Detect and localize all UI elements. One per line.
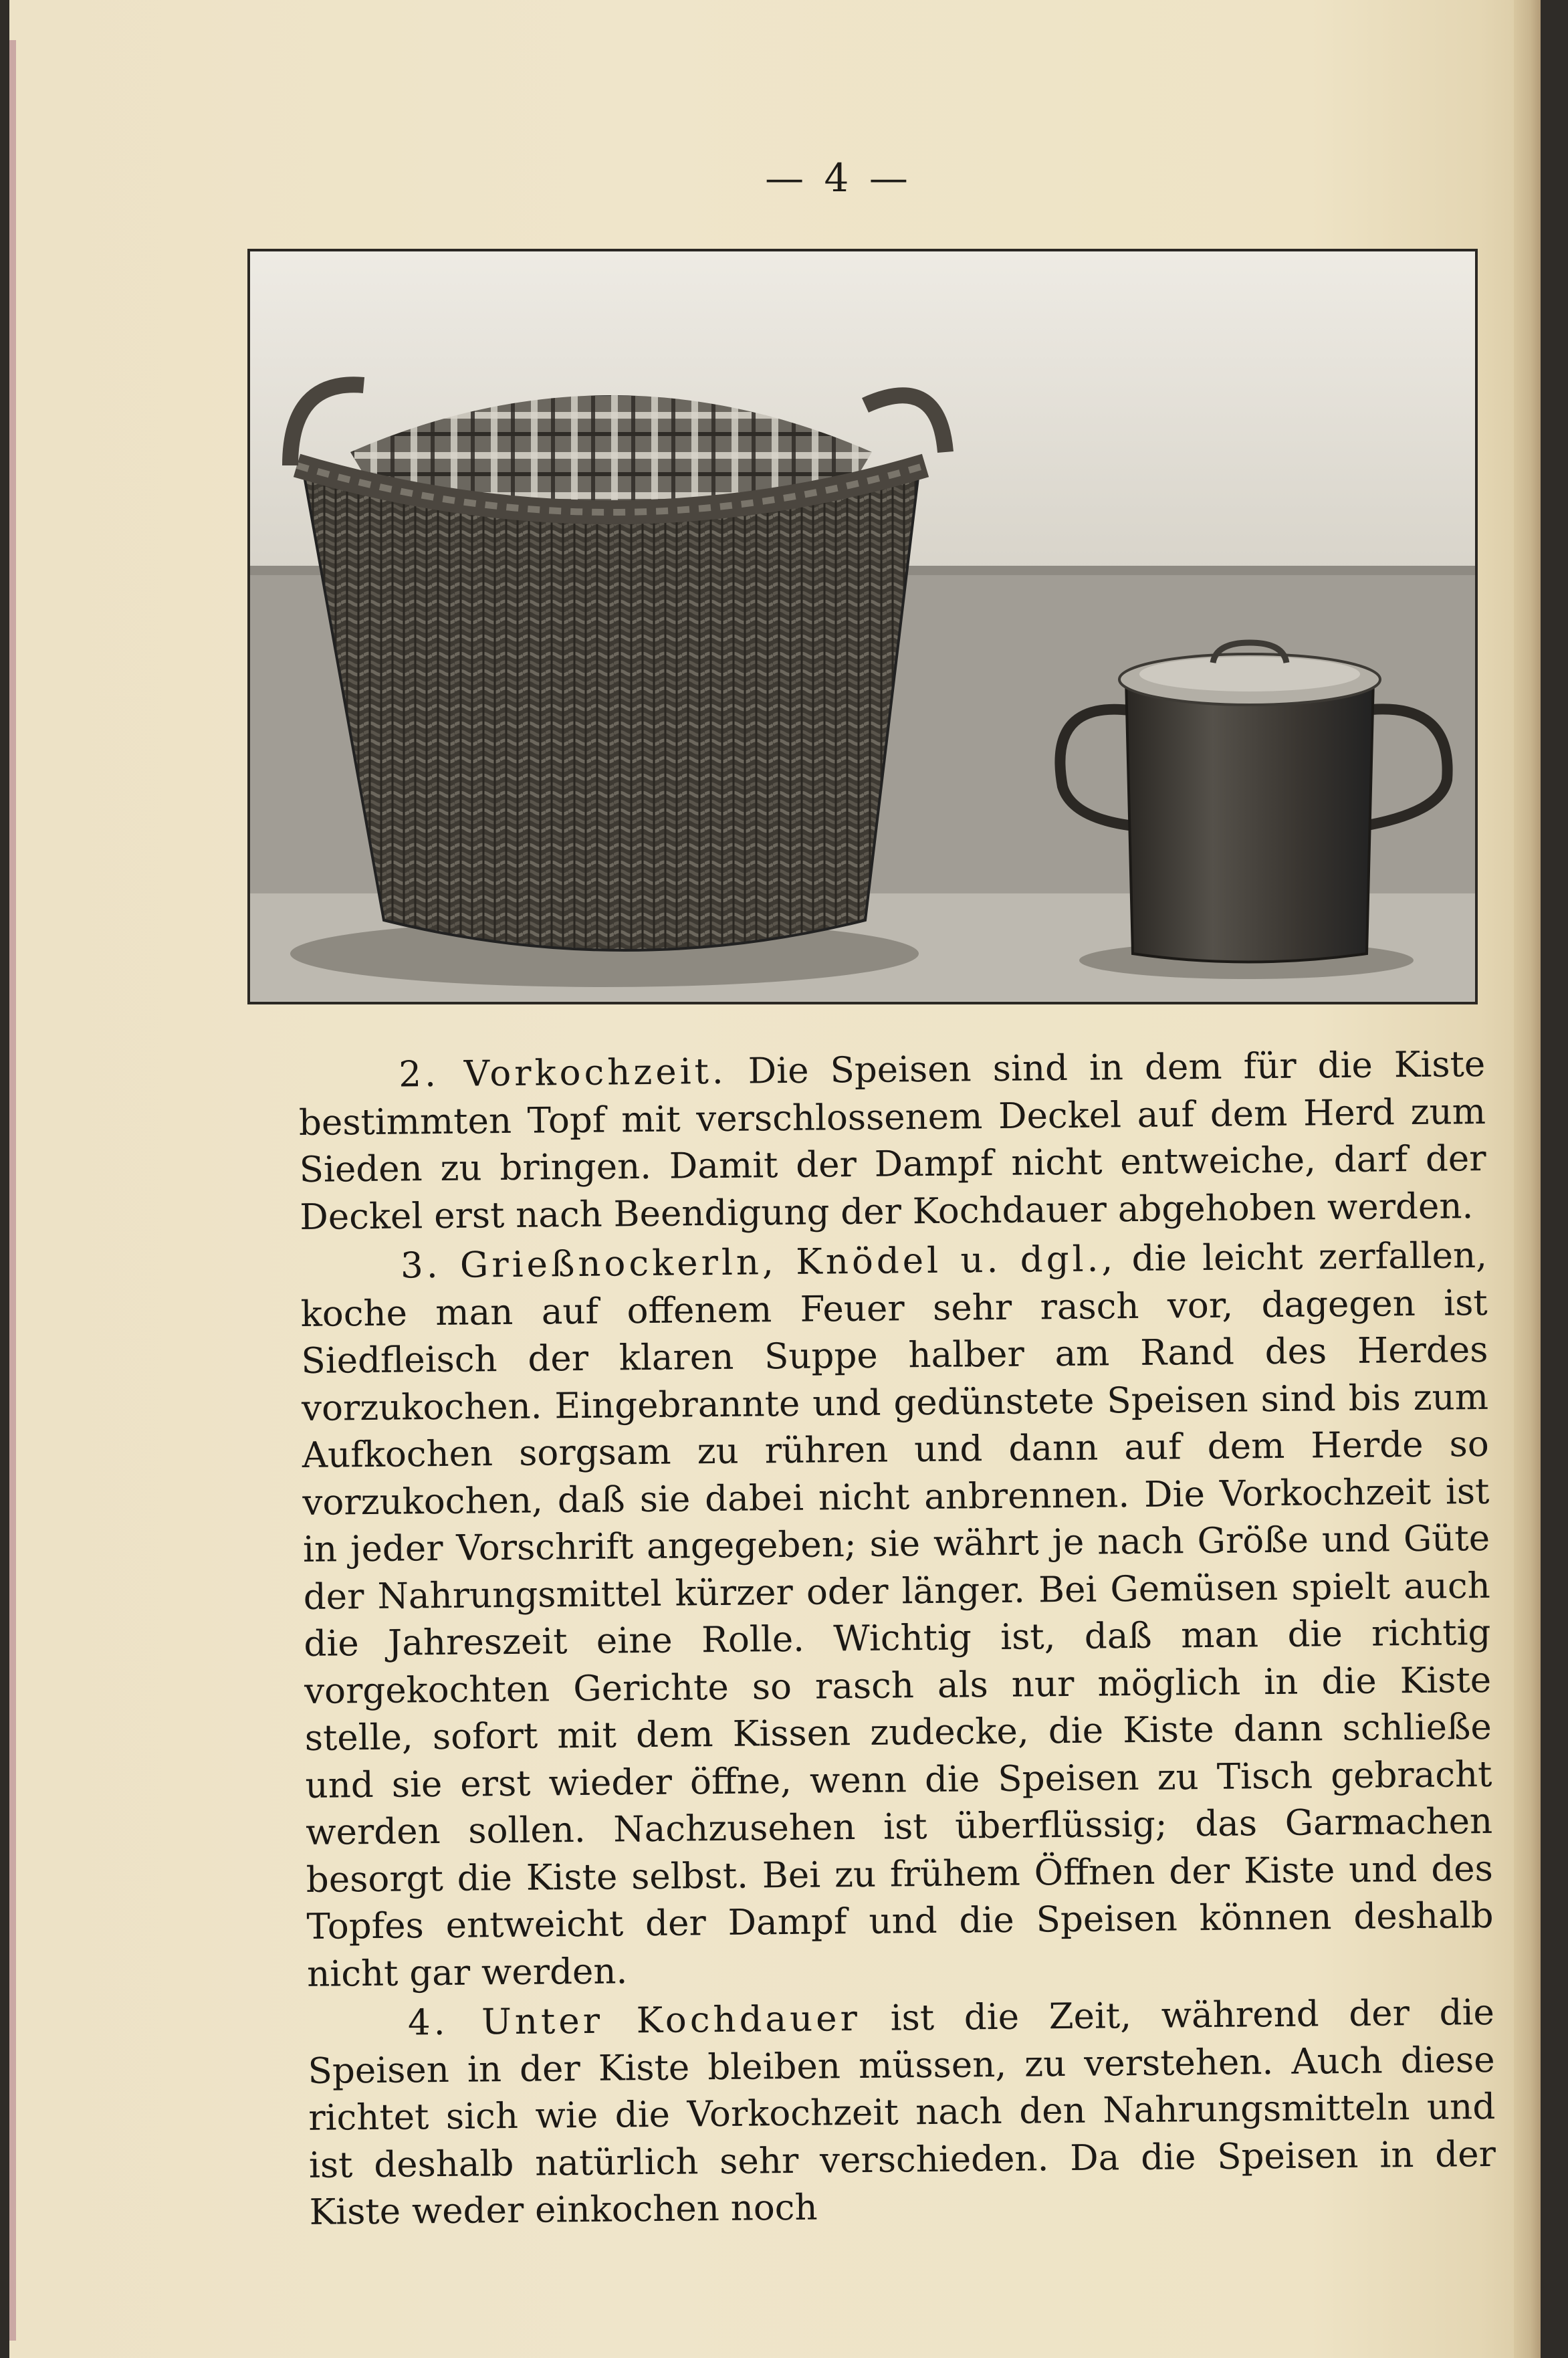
book-spine	[1514, 0, 1541, 2358]
page-number: — 4 —	[765, 155, 912, 201]
section-griessnockerln	[300, 1232, 1494, 1998]
section-heading: 4. Unter Kochdauer	[407, 1998, 861, 2044]
section-body: Die Speisen sind in dem für die Kiste bestimmten Topf mit verschlossenem Deckel auf dem Herd zum Sieden zu bringen. Damit der Dampf nicht entweiche, darf der Deckel erst nach Beendigung der Kochdauer abgehoben werden.	[298, 1043, 1486, 1238]
section-heading: 2. Vorkochzeit.	[399, 1051, 727, 1095]
body-text	[298, 1041, 1496, 2236]
book-page	[9, 0, 1541, 2358]
page-left-edge	[9, 40, 16, 2341]
section-body: die leicht zerfallen, koche man auf offenem Feuer sehr rasch vor, dagegen ist Siedfleisch der klaren Suppe halber am Rand des Herdes vorzukochen. Eingebrannte und gedünstete Speisen sind bis zum Aufkochen sorgsam zu rühren und dann auf dem Herde so vorzukochen, daß sie dabei nicht anbrennen. Die Vorkochzeit ist in jeder Vorschrift angegeben; sie währt je nach Größe und Güte der Nahrungsmittel kürzer oder länger. Bei Gemüsen spielt auch die Jahreszeit eine Rolle. Wichtig ist, daß man die richtig vorgekochten Gerichte so rasch als nur möglich in die Kiste stelle, sofort mit dem Kissen zudecke, die Kiste dann schließe und sie erst wieder öffne, wenn die Speisen zu Tisch gebracht werden sollen. Nachzusehen ist überflüssig; das Garmachen besorgt die Kiste selbst. Bei zu frühem Öffnen der Kiste und des Topfes entweicht der Dampf und die Speisen können deshalb nicht gar werden.	[300, 1235, 1494, 1995]
photo-frame	[247, 249, 1478, 1004]
section-heading: 3. Grießnockerln, Knödel u. dgl.,	[400, 1239, 1117, 1287]
section-kochdauer	[308, 1990, 1496, 2237]
basket-and-pot-photo	[250, 251, 1475, 1002]
section-vorkochzeit	[298, 1041, 1487, 1241]
section-body: ist die Zeit, während der die Speisen in der Kiste bleiben müssen, zu verstehen. Auch diese richtet sich wie die Vorkochzeit nach den Nahrungsmitteln und ist deshalb natürlich sehr verschieden. Da die Speisen in der Kiste weder einkochen noch	[308, 1992, 1496, 2233]
